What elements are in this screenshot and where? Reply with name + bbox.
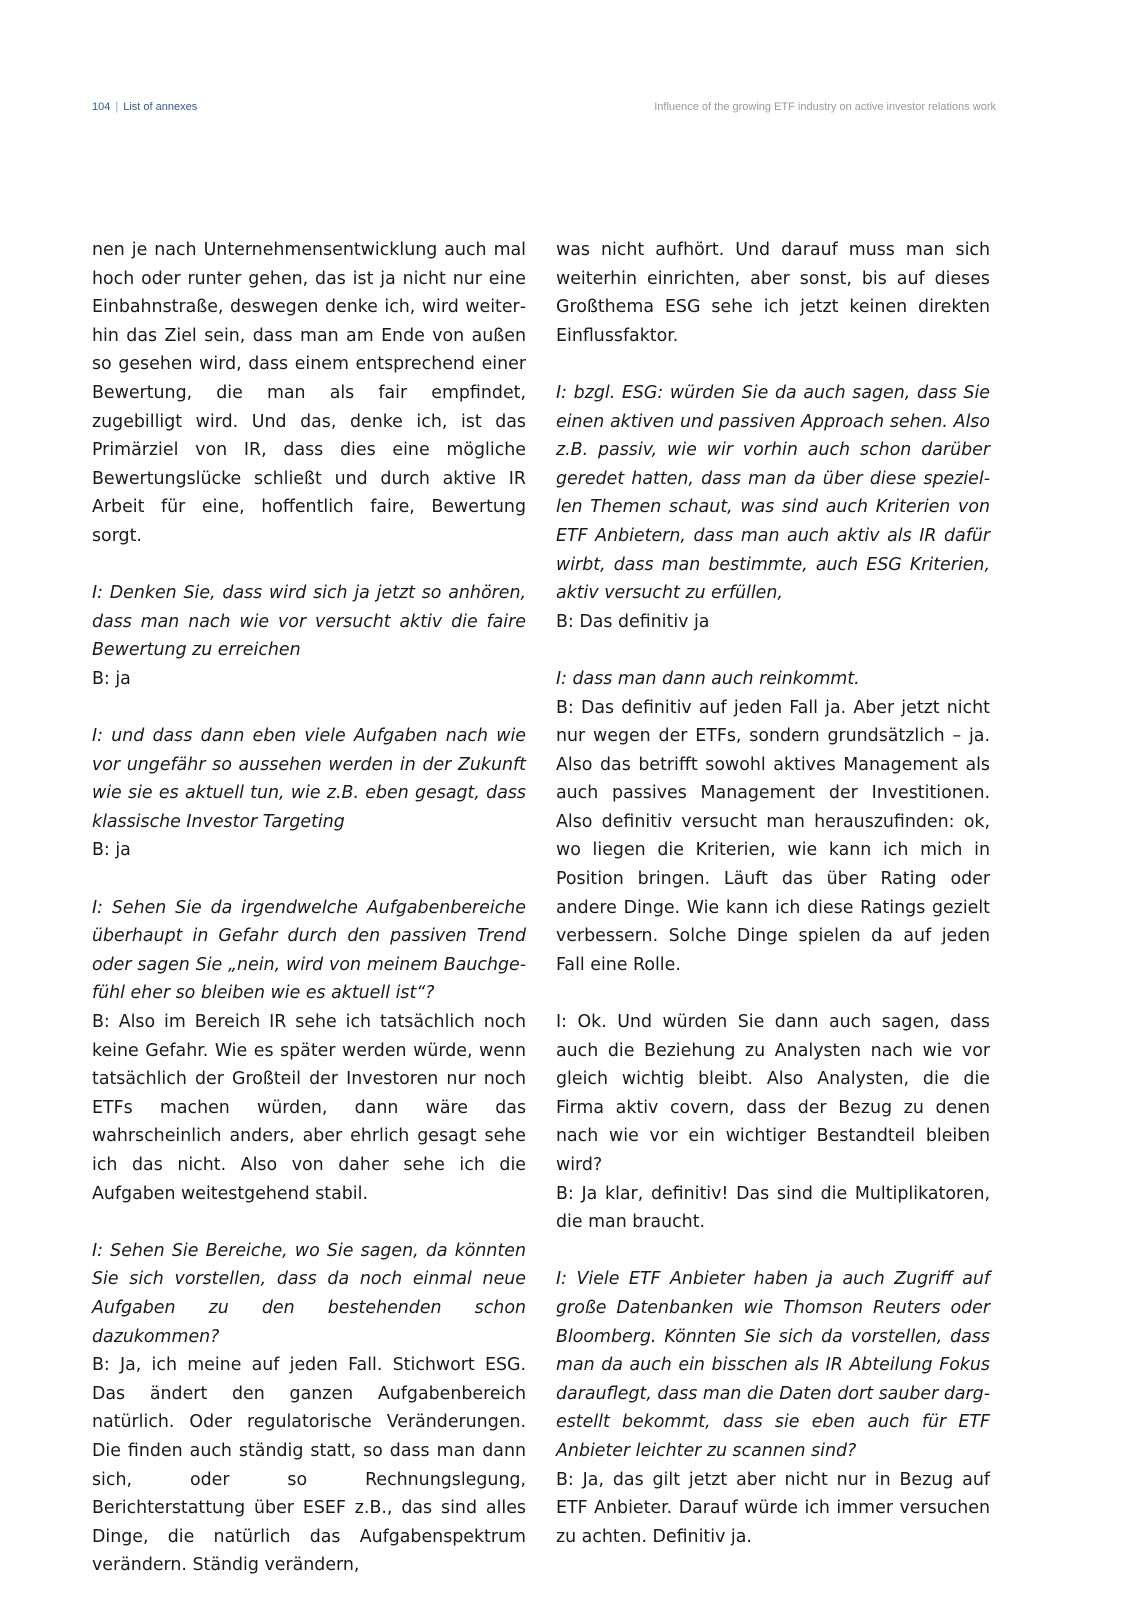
answer-text: nen je nach Unternehmensentwicklung auch mal hoch oder runter gehen, das ist ja nicht nur eine Einbahnstraße, deswegen denke ich, wird weiterhin das Ziel sein, dass man am Ende von außen so gesehen wird, dass einem entsprechend einer Bewertung, die man als fair empfindet, zugebilligt wird. Und das, denke ich, ist das Primärziel von IR, dass dies eine mögliche Bewertungslücke schließt und durch aktive IR Arbeit für eine, hoffentlich faire, Bewertung sorgt. — [92, 240, 526, 546]
interview-exchange — [556, 1265, 990, 1551]
header-left — [92, 99, 197, 115]
document-title: Influence of the growing ETF industry on active investor relations work — [654, 101, 996, 113]
right-column — [556, 236, 990, 1580]
interviewer-question: I: Sehen Sie Bereiche, wo Sie sagen, da könnten Sie sich vorstellen, dass da noch einmal neue Aufgaben zu den bestehenden schon dazukommen? — [92, 1240, 526, 1347]
interview-exchange — [556, 665, 990, 980]
section-title: List of annexes — [123, 101, 198, 113]
interviewer-question: I: dass man dann auch reinkommt. — [556, 668, 860, 689]
page-number: 104 — [92, 101, 111, 113]
paragraph-continuation — [556, 236, 990, 350]
interview-exchange — [92, 1237, 526, 1580]
interviewer-question: I: Ok. Und würden Sie dann auch sagen, dass auch die Beziehung zu Analysten nach wie vor gleich wichtig bleibt. Also Analysten, die die Firma aktiv covern, dass der Bezug zu denen nach wie vor ein wichtiger Bestandteil bleiben wird? — [556, 1012, 990, 1175]
respondent-answer: B: ja — [92, 668, 131, 689]
interview-exchange — [92, 579, 526, 693]
respondent-answer: B: Das definitiv auf jeden Fall ja. Aber jetzt nicht nur wegen der ETFs, sondern grundsätzlich – ja. Also das betrifft sowohl aktives Management als auch passives Management der Investitionen. Also definitiv versucht man herauszufinden: ok, wo liegen die Kriterien, wie kann ich mich in Position bringen. Läuft das über Rating oder andere Dinge. Wie kann ich diese Ratings gezielt verbessern. Solche Dinge spielen da auf jeden Fall eine Rolle. — [556, 697, 990, 975]
respondent-answer: B: Ja, ich meine auf jeden Fall. Stichwort ESG. Das ändert den ganzen Aufgabenbereich natürlich. Oder regulatorische Veränderungen. Die finden auch ständig statt, so dass man dann sich, oder so Rechnungslegung, Berichterstattung über ESEF z.B., das sind alles Dinge, die natürlich das Aufgabenspektrum verändern. Ständig verändern, — [92, 1355, 526, 1576]
respondent-answer: B: Ja klar, definitiv! Das sind die Multiplikatoren, die man braucht. — [556, 1183, 990, 1233]
interview-exchange — [556, 379, 990, 636]
interviewer-question: I: bzgl. ESG: würden Sie da auch sagen, dass Sie einen aktiven und passiven Approach sehen. Also z.B. passiv, wie wir vorhin auch schon darüber geredet hatten, dass man da über diese speziellen Themen schaut, was sind auch Kriterien von ETF Anbietern, dass man auch aktiv als IR dafür wirbt, dass man bestimmte, auch ESG Kriterien, aktiv versucht zu erfüllen, — [556, 382, 990, 604]
paragraph-continuation — [92, 236, 526, 551]
interviewer-question: I: und dass dann eben viele Aufgaben nach wie vor ungefähr so aussehen werden in der Zukunft wie sie es aktuell tun, wie z.B. eben gesagt, dass klassische Investor Targeting — [92, 726, 526, 832]
interviewer-question: I: Denken Sie, dass wird sich ja jetzt so anhören, dass man nach wie vor versucht aktiv die faire Bewertung zu erreichen — [92, 583, 526, 661]
header-separator: | — [115, 101, 119, 113]
left-column — [92, 236, 526, 1609]
interview-exchange — [92, 894, 526, 1209]
interview-exchange — [556, 1008, 990, 1237]
running-header — [92, 99, 996, 115]
answer-text: was nicht aufhört. Und darauf muss man sich weiterhin einrichten, aber sonst, bis auf dieses Großthema ESG sehe ich jetzt keinen direkten Einflussfaktor. — [556, 240, 990, 346]
interviewer-question: I: Viele ETF Anbieter haben ja auch Zugriff auf große Datenbanken wie Thomson Reuters oder Bloomberg. Könnten Sie sich da vorstellen, dass man da auch ein bisschen als IR Abteilung Fokus darauflegt, dass man die Daten dort sauber dargestellt bekommt, dass sie eben auch für ETF Anbieter leichter zu scannen sind? — [556, 1269, 990, 1461]
respondent-answer: B: ja — [92, 840, 131, 861]
respondent-answer: B: Ja, das gilt jetzt aber nicht nur in Bezug auf ETF Anbieter. Darauf würde ich immer versuchen zu achten. Definitiv ja. — [556, 1469, 990, 1547]
respondent-answer: B: Das definitiv ja — [556, 611, 710, 632]
interview-exchange — [92, 722, 526, 865]
interviewer-question: I: Sehen Sie da irgendwelche Aufgabenbereiche überhaupt in Gefahr durch den passiven Trend oder sagen Sie „nein, wird von meinem Bauchgefühl eher so bleiben wie es aktuell ist“? — [92, 897, 526, 1004]
respondent-answer: B: Also im Bereich IR sehe ich tatsächlich noch keine Gefahr. Wie es später werden würde, wenn tatsächlich der Großteil der Investoren nur noch ETFs machen würden, dann wäre das wahrscheinlich anders, aber ehrlich gesagt sehe ich das nicht. Also von daher sehe ich die Aufgaben weitestgehend stabil. — [92, 1012, 526, 1204]
